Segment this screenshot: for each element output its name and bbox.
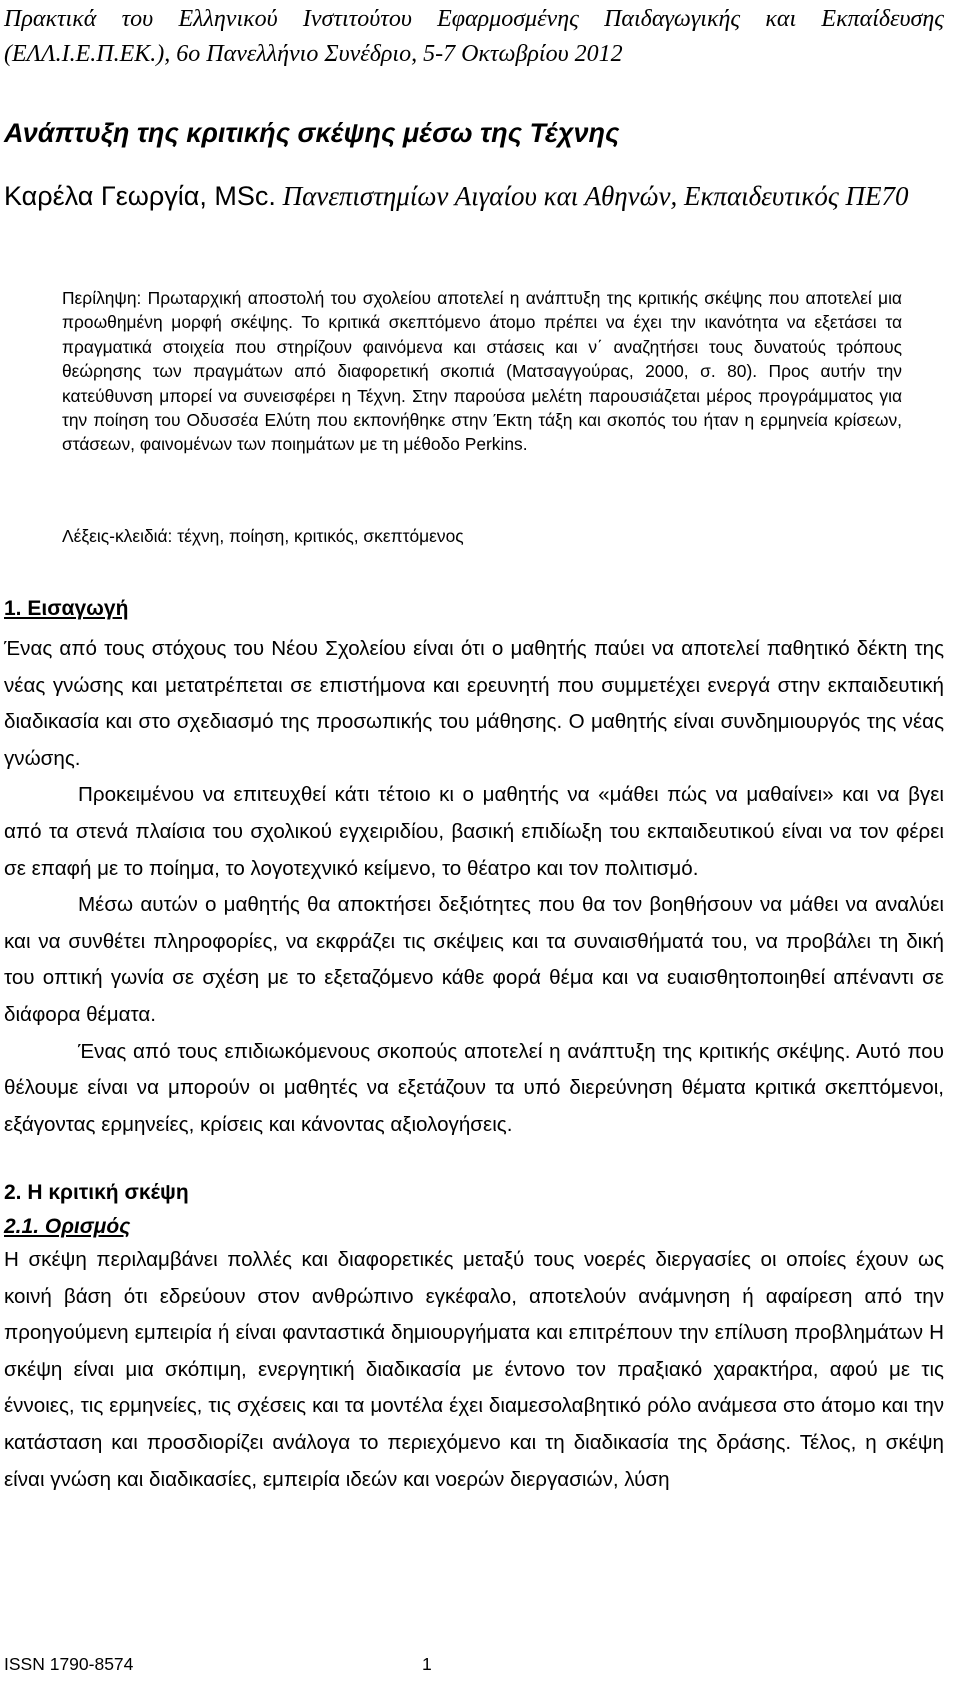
paragraph: Ένας από τους επιδιωκόμενους σκοπούς αποτελεί η ανάπτυξη της κριτικής σκέψης. Αυτό που θέλουμε είναι να μπορούν οι μαθητές να εξετάζουν τα υπό διερεύνηση θέματα κριτικά σκεπτόμενοι, εξάγοντας ερμηνείες, κρίσεις και κάνοντας αξιολογήσεις. [4, 1039, 944, 1136]
paragraph: Μέσω αυτών ο μαθητής θα αποκτήσει δεξιότητες που θα τον βοηθήσουν να μάθει να αναλύει και να συνθέτει πληροφορίες, να εκφράζει τις σκέψεις και τα συναισθήματά του, να προβάλει τη δική του οπτική γωνία σε σχέση με το εξεταζόμενο κάθε φορά θέμα και να ευαισθητοποιηθεί απέναντι σε διάφορα θέματα. [4, 893, 944, 1026]
section-2-body [4, 1242, 944, 1498]
paragraph: Ένας από τους στόχους του Νέου Σχολείου είναι ότι ο μαθητής παύει να αποτελεί παθητικό δέκτη της νέας γνώσης και μετατρέπεται σε επιστήμονα και ερευνητή που συμμετέχει ενεργά στην εκπαιδευτική διαδικασία και στο σχεδιασμό της προσωπικής του μάθησης. Ο μαθητής είναι συνδημιουργός της νέας γνώσης. [4, 637, 944, 770]
abstract-text: Περίληψη: Πρωταρχική αποστολή του σχολείου αποτελεί η ανάπτυξη της κριτικής σκέψης που αποτελεί μια προωθημένη μορφή σκέψης. Το κριτικά σκεπτόμενο άτομο πρέπει να έχει την ικανότητα να εξετάσει τα πραγματικά στοιχεία που στηρίζουν φαινόμενα και στάσεις και ν΄ αναζητήσει τους δυνατούς τρόπους θεώρησης των πραγμάτων από διαφορετική σκοπιά (Ματσαγγούρας, 2000, σ. 80). Προς αυτήν την κατεύθυνση μπορεί να συνεισφέρει η Τέχνη. Στην παρούσα μελέτη παρουσιάζεται μέρος προγράμματος για την ποίηση του Οδυσσέα Ελύτη που εκπονήθηκε στην Έκτη τάξη και σκοπός του ήταν η ερμηνεία κρίσεων, στάσεων, φαινομένων των ποιημάτων με τη μέθοδο Perkins. [62, 288, 902, 455]
section-1-heading [4, 594, 128, 624]
abstract [62, 286, 902, 457]
section-1-heading-text: 1. Εισαγωγή [4, 597, 129, 620]
page-number: 1 [422, 1654, 432, 1674]
keywords: Λέξεις-κλειδιά: τέχνη, ποίηση, κριτικός, σκεπτόμενος [62, 526, 464, 546]
section-2-1-heading [4, 1212, 130, 1242]
paragraph: Η σκέψη περιλαμβάνει πολλές και διαφορετικές μεταξύ τους νοερές διεργασίες οι οποίες έχουν ως κοινή βάση ότι εδρεύουν στον ανθρώπινο εγκέφαλο, αποτελούν ανάμνηση ή αφαίρεση από την προηγούμενη εμπειρία ή είναι φανταστικά δημιουργήματα και επιτρέπουν την επίλυση προβλημάτων Η σκέψη είναι μια σκόπιμη, ενεργητική διαδικασία με έντονο τον πραξιακό χαρακτήρα, αφού με τις έννοιες, τις ερμηνείες, τις σχέσεις και τα μοντέλα έχει διαμεσολαβητικό ρόλο ανάμεσα στο άτομο και την κατάσταση και προσδιορίζει ανάλογα το περιεχόμενο και τη διαδικασία της δράσης. Τέλος, η σκέψη είναι γνώση και διαδικασίες, εμπειρία ιδεών και νοερών διεργασιών, λύση [4, 1248, 944, 1491]
paper-title: Ανάπτυξη της κριτικής σκέψης μέσω της Τέχνης [4, 118, 620, 148]
author-name: Καρέλα Γεωργία, MSc. [4, 181, 276, 211]
conference-header: Πρακτικά του Ελληνικού Ινστιτούτου Εφαρμοσμένης Παιδαγωγικής και Εκπαίδευσης (ΕΛΛ.Ι.Ε.Π.ΕΚ.), 6ο Πανελλήνιο Συνέδριο, 5-7 Οκτωβρίου 2012 [4, 6, 944, 67]
author-affiliation: Πανεπιστημίων Αιγαίου και Αθηνών, Εκπαιδευτικός ΠΕ70 [282, 181, 909, 211]
section-2-heading: 2. Η κριτική σκέψη [4, 1181, 189, 1204]
author-line [4, 178, 944, 214]
section-2-1-heading-text: 2.1. Ορισμός [4, 1215, 131, 1238]
issn: ISSN 1790-8574 [4, 1654, 134, 1674]
paragraph: Προκειμένου να επιτευχθεί κάτι τέτοιο κι ο μαθητής να «μάθει πώς να μαθαίνει» και να βγει από τα στενά πλαίσια του σχολικού εγχειριδίου, βασική επιδίωξη του εκπαιδευτικού είναι να τον φέρει σε επαφή με το ποίημα, το λογοτεχνικό κείμενο, το θέατρο και τον πολιτισμό. [4, 783, 944, 880]
section-1-body [4, 631, 944, 1143]
